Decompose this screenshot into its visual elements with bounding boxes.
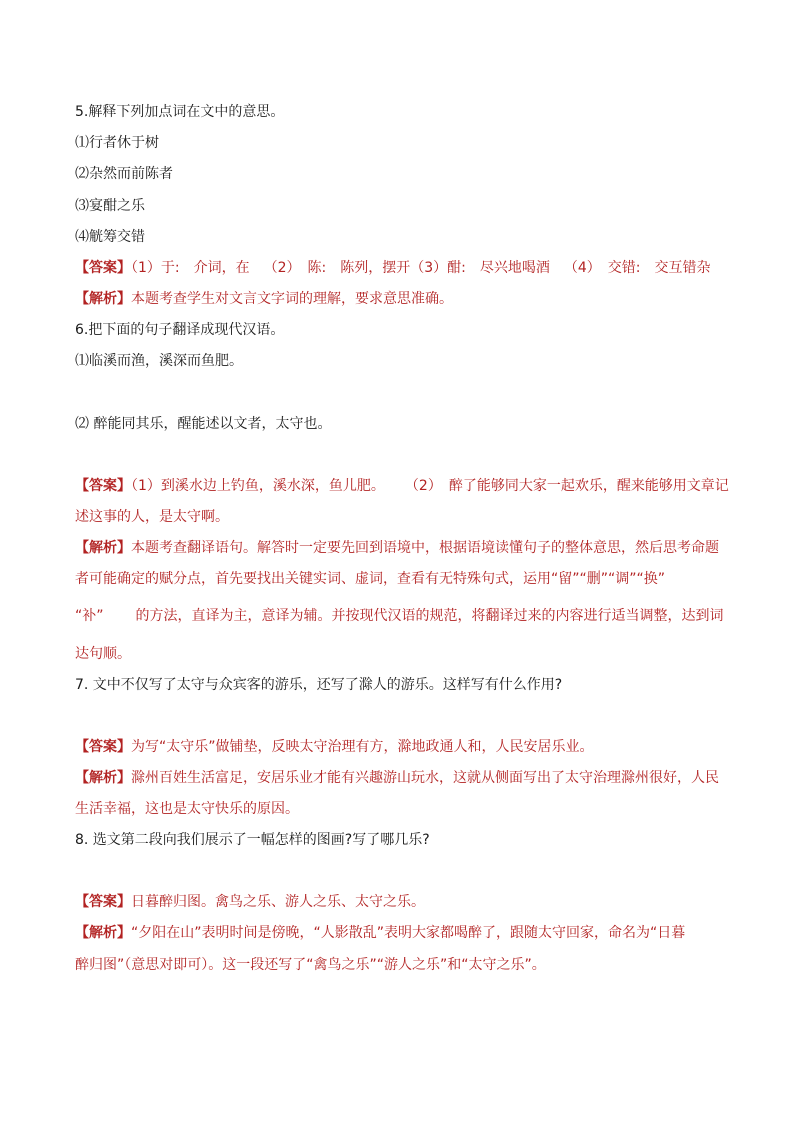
- question-7-answer: [75, 737, 594, 757]
- question-5-item-3: ⑶宴酣之乐: [75, 198, 145, 214]
- answer-part-1: （1）于: 介词，在: [131, 260, 250, 276]
- analysis-text: “夕阳在山”表明时间是傍晚，“人影散乱”表明大家都喝醉了，跟随太守回家，命名为“日暮: [131, 925, 686, 941]
- question-5-item-2: ⑵杂然而前陈者: [75, 166, 173, 182]
- answer-text: 为写“太守乐”做铺垫，反映太守治理有方，滁地政通人和，人民安居乐业。: [131, 739, 594, 755]
- answer-text: 日暮醉归图。禽鸟之乐、游人之乐、太守之乐。: [131, 894, 425, 910]
- analysis-tag: 【解析】: [75, 540, 131, 556]
- question-8-analysis-line-2: 醉归图”（意思对即可）。这一段还写了“禽鸟之乐”“游人之乐”和“太守之乐”。: [75, 957, 546, 973]
- analysis-text: 本题考查翻译语句。解答时一定要先回到语境中，根据语境读懂句子的整体意思，然后思考命题: [131, 540, 719, 556]
- answer-part-2: （2） 陈: 陈列，摆开: [263, 260, 411, 276]
- analysis-text: 本题考查学生对文言文字词的理解，要求意思准确。: [131, 291, 453, 307]
- question-6-analysis-line-3: [75, 606, 724, 626]
- question-6-analysis-line-1: [75, 538, 719, 558]
- answer-tag: 【答案】: [75, 260, 131, 276]
- question-6-answer-line-1: [75, 476, 729, 496]
- analysis-text: 滁州百姓生活富足，安居乐业才能有兴趣游山玩水，这就从侧面写出了太守治理滁州很好，人民: [131, 770, 719, 786]
- question-6-item-2: ⑵ 醉能同其乐，醒能述以文者，太守也。: [75, 416, 332, 432]
- question-5-answer: [75, 258, 711, 278]
- answer-text-part-1: （1）到溪水边上钓鱼，溪水深，鱼儿肥。: [131, 478, 385, 494]
- answer-part-3: （3）酣: 尽兴地喝酒: [410, 260, 550, 276]
- answer-tag: 【答案】: [75, 739, 131, 755]
- answer-tag: 【答案】: [75, 894, 131, 910]
- question-6-item-1: ⑴临溪而渔，溪深而鱼肥。: [75, 353, 243, 369]
- question-7-title: 7. 文中不仅写了太守与众宾客的游乐，还写了滁人的游乐。这样写有什么作用?: [75, 677, 563, 693]
- question-6-analysis-line-4: 达句顺。: [75, 646, 131, 662]
- question-6-analysis-line-2: 者可能确定的赋分点，首先要找出关键实词、虚词，查看有无特殊句式，运用“留”“删”“调”“换”: [75, 571, 666, 587]
- question-7-analysis-line-2: 生活幸福，这也是太守快乐的原因。: [75, 801, 299, 817]
- answer-text-part-2: （2） 醉了能够同大家一起欢乐，醒来能够用文章记: [404, 478, 729, 494]
- question-6-answer-line-2: 述这事的人，是太守啊。: [75, 509, 229, 525]
- question-5-item-4: ⑷觥筹交错: [75, 229, 145, 245]
- analysis-tag: 【解析】: [75, 925, 131, 941]
- analysis-tag: 【解析】: [75, 770, 131, 786]
- question-8-answer: [75, 892, 425, 912]
- analysis-tag: 【解析】: [75, 291, 131, 307]
- analysis-quote: “补”: [75, 608, 104, 624]
- answer-part-4: （4） 交错: 交互错杂: [563, 260, 711, 276]
- question-5-analysis: [75, 289, 453, 309]
- question-7-analysis-line-1: [75, 768, 719, 788]
- analysis-text: 的方法，直译为主，意译为辅。并按现代汉语的规范，将翻译过来的内容进行适当调整，达到词: [135, 608, 724, 624]
- answer-tag: 【答案】: [75, 478, 131, 494]
- question-8-title: 8. 选文第二段向我们展示了一幅怎样的图画?写了哪几乐?: [75, 832, 430, 848]
- question-8-analysis-line-1: [75, 923, 685, 943]
- question-6-title: 6.把下面的句子翻译成现代汉语。: [75, 322, 285, 338]
- question-5-title: 5.解释下列加点词在文中的意思。: [75, 104, 285, 120]
- question-5-item-1: ⑴行者休于树: [75, 135, 159, 151]
